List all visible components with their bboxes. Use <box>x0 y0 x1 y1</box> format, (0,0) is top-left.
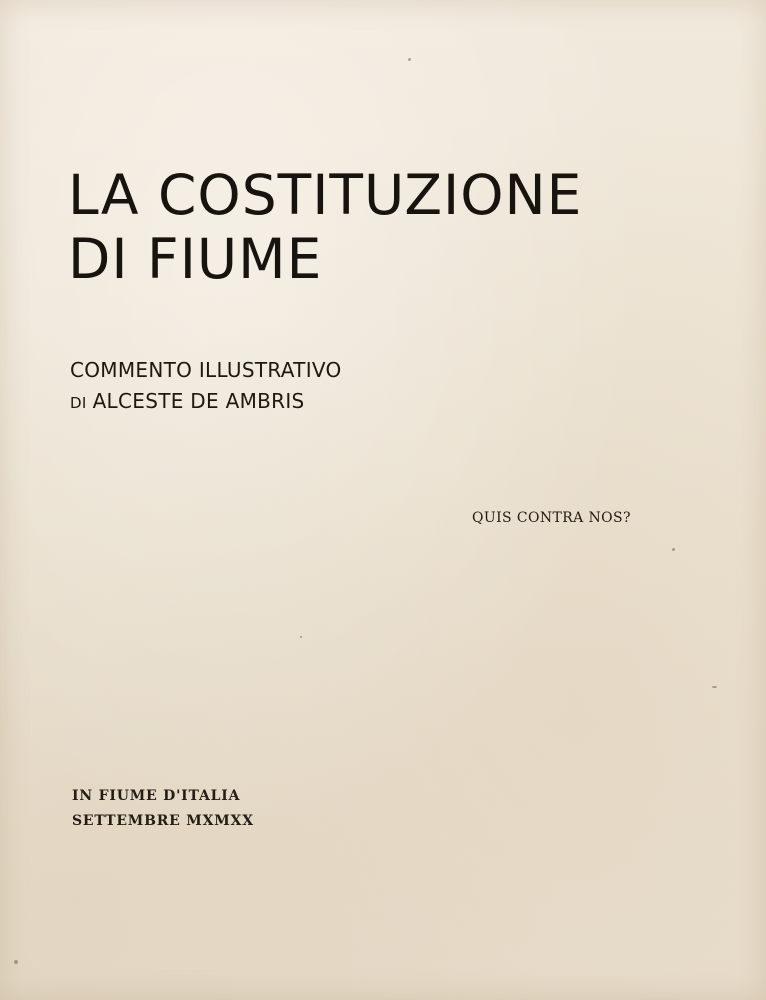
author-name: ALCESTE DE AMBRIS <box>92 389 305 413</box>
paper-speck <box>672 548 675 551</box>
imprint-place: IN FIUME D'ITALIA <box>72 788 241 804</box>
book-title-line-2: DI FIUME <box>68 227 323 291</box>
imprint-date: SETTEMBRE MXMXX <box>72 813 254 829</box>
motto: QUIS CONTRA NOS? <box>472 510 631 526</box>
paper-speck <box>408 58 411 61</box>
subtitle-line-1: COMMENTO ILLUSTRATIVO <box>70 358 342 382</box>
paper-speck <box>300 636 302 638</box>
subtitle-line-2 <box>70 391 305 411</box>
book-title-line-1: LA COSTITUZIONE <box>68 163 583 227</box>
subtitle-author-prefix: DI <box>70 394 87 412</box>
paper-speck <box>712 686 717 688</box>
paper-speck <box>14 960 18 964</box>
